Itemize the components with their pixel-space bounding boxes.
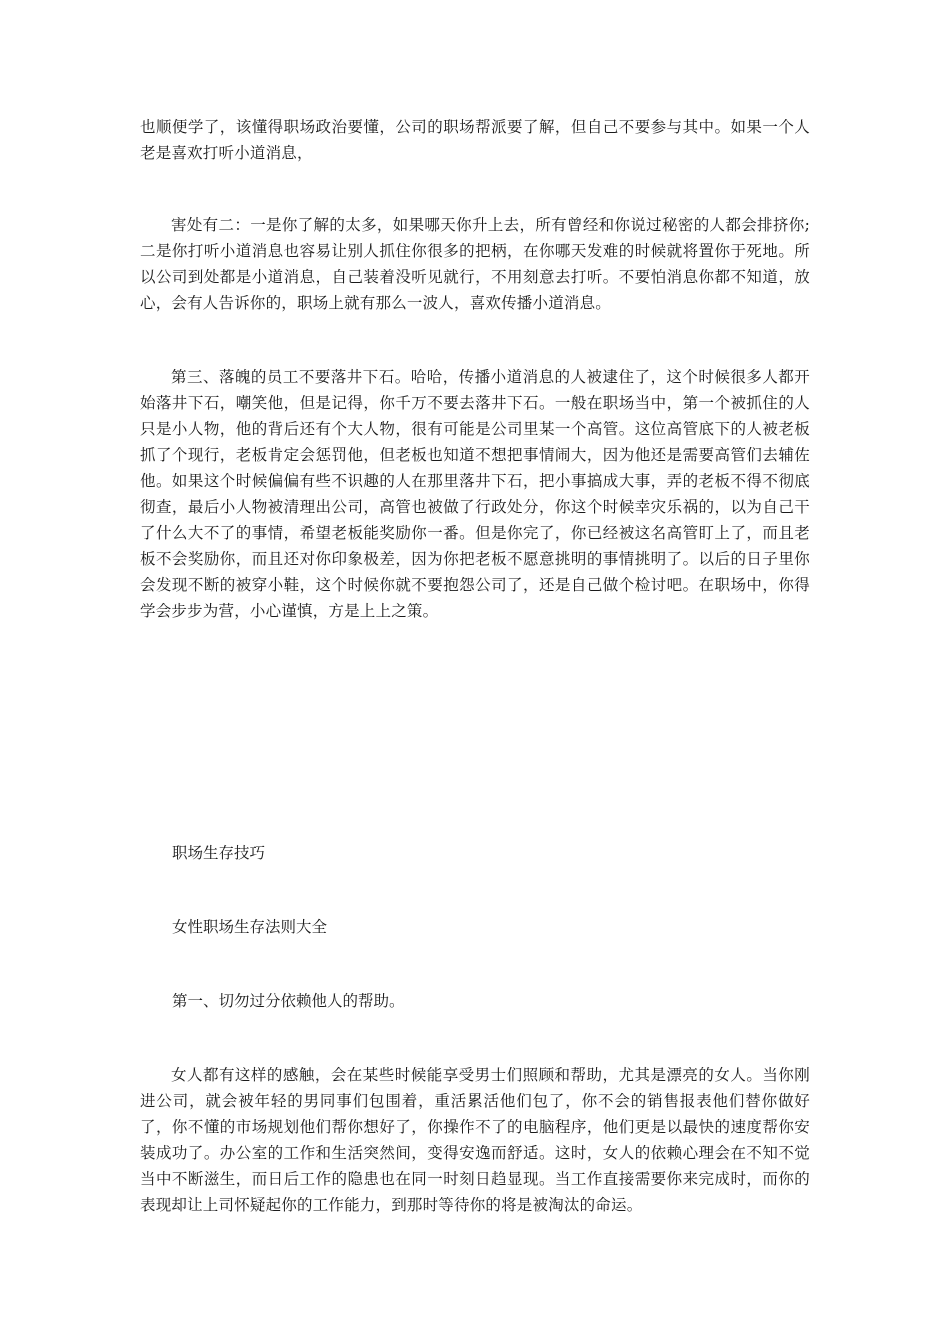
section-heading-female-rules: 女性职场生存法则大全 bbox=[172, 918, 328, 936]
paragraph-women-dependence: 女人都有这样的感触，会在某些时候能享受男士们照顾和帮助，尤其是漂亮的女人。当你刚进公司，就会被年轻的男同事们包围着，重活累活他们包了，你不会的销售报表他们替你做好了，你不懂的市场规划他们帮你想好了，你操作不了的电脑程序，他们更是以最快的速度帮你安装成功了。办公室的工作和生活突然间，变得安逸而舒适。这时，女人的依赖心理会在不知不觉当中不断滋生，而日后工作的隐患也在同一时刻日趋显现。当工作直接需要你来完成时，而你的表现却让上司怀疑起你的工作能力，到那时等待你的将是被淘汰的命运。 bbox=[140, 1066, 810, 1214]
paragraph-point-three: 第三、落魄的员工不要落井下石。哈哈，传播小道消息的人被逮住了，这个时候很多人都开始落井下石，嘲笑他，但是记得，你千万不要去落井下石。一般在职场当中，第一个被抓住的人只是小人物，他的背后还有个大人物，很有可能是公司里某一个高管。这位高管底下的人被老板抓了个现行，老板肯定会惩罚他，但老板也知道不想把事情闹大，因为他还是需要高管们去辅佐他。如果这个时候偏偏有些不识趣的人在那里落井下石，把小事搞成大事，弄的老板不得不彻底彻查，最后小人物被清理出公司，高管也被做了行政处分，你这个时候幸灾乐祸的，以为自己干了什么大不了的事情，希望老板能奖励你一番。但是你完了，你已经被这名高管盯上了，而且老板不会奖励你，而且还对你印象极差，因为你把老板不愿意挑明的事情挑明了。以后的日子里你会发现不断的被穿小鞋，这个时候你就不要抱怨公司了，还是自己做个检讨吧。在职场中，你得学会步步为营，小心谨慎，方是上上之策。 bbox=[140, 368, 810, 620]
section-heading-point-one: 第一、切勿过分依赖他人的帮助。 bbox=[172, 992, 405, 1010]
paragraph-harm-two: 害处有二：一是你了解的太多，如果哪天你升上去，所有曾经和你说过秘密的人都会排挤你;二是你打听小道消息也容易让别人抓住你很多的把柄，在你哪天发难的时候就将置你于死地。所以公司到处都是小道消息，自己装着没听见就行，不用刻意去打听。不要怕消息你都不知道，放心，会有人告诉你的，职场上就有那么一波人，喜欢传播小道消息。 bbox=[140, 216, 810, 312]
section-heading-survival-skills: 职场生存技巧 bbox=[172, 844, 266, 862]
paragraph-continuation: 也顺便学了，该懂得职场政治要懂，公司的职场帮派要了解，但自己不要参与其中。如果一个人老是喜欢打听小道消息， bbox=[140, 118, 810, 162]
